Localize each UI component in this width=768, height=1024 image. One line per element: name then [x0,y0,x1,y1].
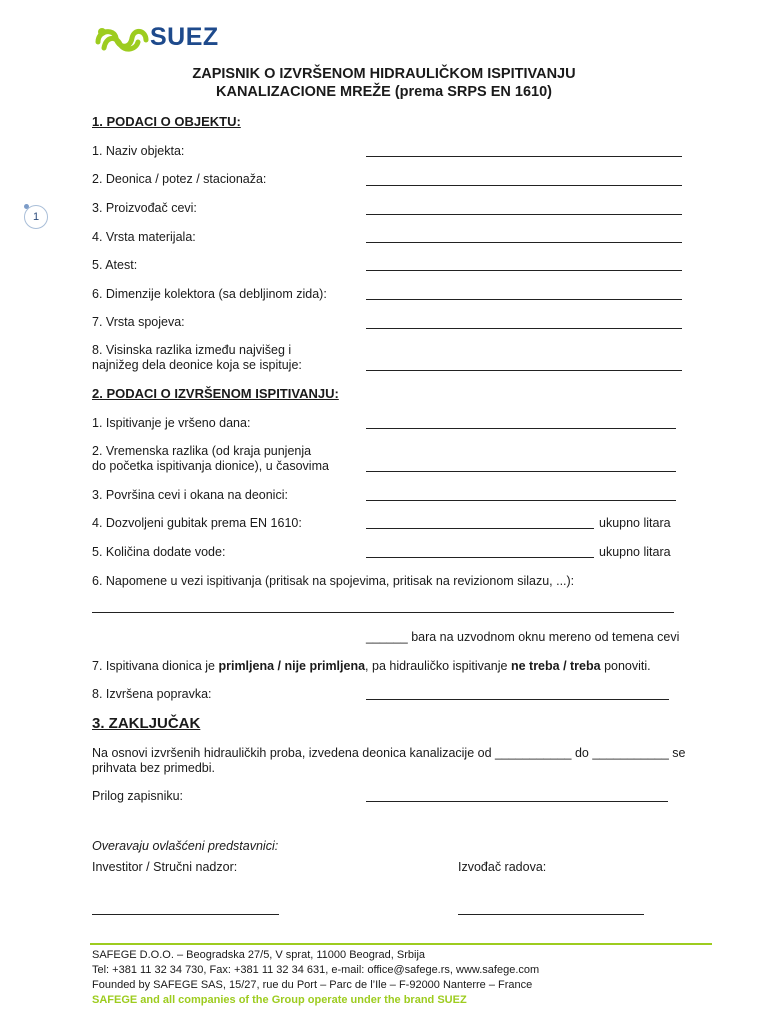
input-line[interactable] [366,185,682,186]
bara-row [366,630,679,644]
suez-logo [94,22,234,56]
conclusion-text: Na osnovi izvršenih hidrauličkih proba, izvedena deonica kanalizacije od ___________ do ___________ se [92,746,686,760]
field-label: 1. Ispitivanje je vršeno dana: [92,416,251,430]
section1-heading: 1. PODACI O OBJEKTU: [92,114,241,129]
field-label: 2. Vremenska razlika (od kraja punjenja [92,444,312,458]
field-label: 1. Naziv objekta: [92,144,185,158]
bara-blank[interactable]: ______ [366,630,408,644]
doc-title-line1: ZAPISNIK O IZVRŠENOM HIDRAULIČKOM ISPITIVANJU [192,66,576,82]
page-marker[interactable]: 1 [24,205,48,229]
contractor-label: Izvođač radova: [458,860,547,874]
field-label: 2. Deonica / potez / stacionaža: [92,172,267,186]
footer-brand-note: SAFEGE and all companies of the Group operate under the brand SUEZ [92,994,467,1006]
field-label: 3. Površina cevi i okana na deonici: [92,488,288,502]
investor-signature-line[interactable] [92,914,279,915]
field-label: 4. Dozvoljeni gubitak prema EN 1610: [92,516,302,530]
investor-label: Investitor / Stručni nadzor: [92,860,238,874]
input-line[interactable] [366,214,682,215]
bara-text: bara na uzvodnom oknu mereno od temena cevi [407,630,680,644]
retest-choice[interactable]: ne treba / treba [510,659,601,673]
unit-label: ukupno litara [599,516,671,530]
input-line[interactable] [366,471,676,472]
acceptance-row [92,659,651,673]
input-line[interactable] [366,328,682,329]
input-line[interactable] [366,428,676,429]
field-label: do početka ispitivanja dionice), u časovima [92,459,329,473]
input-line[interactable] [366,528,594,529]
brand-name: SUEZ [150,23,219,51]
acceptance-text: , pa hidrauličko ispitivanje [365,659,511,673]
field-label: najnižeg dela deonice koja se ispituje: [92,358,302,372]
input-line[interactable] [366,156,682,157]
representatives-label: Overavaju ovlašćeni predstavnici: [92,839,279,853]
field-label: 6. Dimenzije kolektora (sa debljinom zida): [92,287,327,301]
field-label: 5. Atest: [92,258,138,272]
field-label: 8. Izvršena popravka: [92,687,212,701]
field-label: 6. Napomene u vezi ispitivanja (pritisak na spojevima, pritisak na revizionom silazu, ...): [92,574,575,588]
input-line[interactable] [366,801,668,802]
conclusion-text: prihvata bez primedbi. [92,761,215,775]
suez-swirl-icon [94,22,150,56]
input-line[interactable] [366,557,594,558]
notes-line[interactable] [92,612,674,613]
field-label: 3. Proizvođač cevi: [92,201,197,215]
input-line[interactable] [366,299,682,300]
input-line[interactable] [366,699,669,700]
section3-heading: 3. ZAKLJUČAK [92,715,201,732]
footer-founder: Founded by SAFEGE SAS, 15/27, rue du Port – Parc de l’Ile – F-92000 Nanterre – France [92,979,533,991]
section2-heading: 2. PODACI O IZVRŠENOM ISPITIVANJU: [92,386,339,401]
input-line[interactable] [366,500,676,501]
footer-contact: Tel: +381 11 32 34 730, Fax: +381 11 32 34 631, e-mail: office@safege.rs, www.safege.com [92,964,540,976]
footer-divider [90,943,712,945]
footer [92,948,732,1008]
field-label: 7. Vrsta spojeva: [92,315,185,329]
field-label: 5. Količina dodate vode: [92,545,226,559]
acceptance-choice[interactable]: primljena / nije primljena [218,659,366,673]
attachment-label: Prilog zapisniku: [92,789,184,803]
doc-title-line2: KANALIZACIONE MREŽE (prema SRPS EN 1610) [216,84,552,100]
unit-label: ukupno litara [599,545,671,559]
field-label: 8. Visinska razlika između najvišeg i [92,343,292,357]
footer-address: SAFEGE D.O.O. – Beogradska 27/5, V sprat, 11000 Beograd, Srbija [92,949,426,961]
input-line[interactable] [366,242,682,243]
acceptance-text: ponoviti. [600,659,651,673]
input-line[interactable] [366,270,682,271]
input-line[interactable] [366,370,682,371]
field-label: 4. Vrsta materijala: [92,230,196,244]
acceptance-text: 7. Ispitivana dionica je [92,659,219,673]
contractor-signature-line[interactable] [458,914,644,915]
